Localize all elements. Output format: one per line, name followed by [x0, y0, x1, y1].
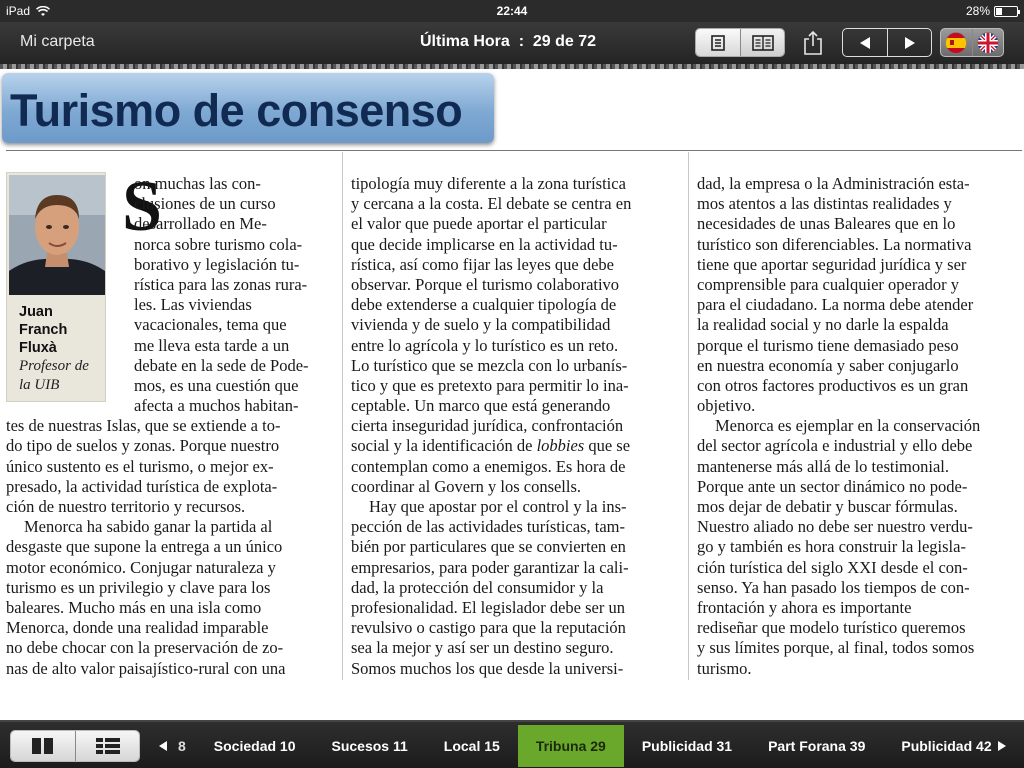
- section-tab[interactable]: 8: [178, 738, 186, 754]
- share-icon: [802, 30, 824, 56]
- next-page-icon: [904, 36, 916, 50]
- clock: 22:44: [496, 4, 528, 18]
- section-tab[interactable]: Publicidad 31: [641, 738, 733, 754]
- article-text-line: Menorca es ejemplar en la conservación: [715, 416, 981, 436]
- article-text-line: tes de nuestras Islas, que se extiende a to-: [6, 416, 281, 436]
- article-text-line: on muchas las con-: [134, 174, 261, 193]
- two-column-layout-button[interactable]: [11, 731, 75, 761]
- article-text-line: en nuestra economía y saber conjugarlo: [697, 355, 959, 375]
- section-tab[interactable]: Tribuna 29: [518, 725, 624, 767]
- author-role-line: la UIB: [19, 377, 60, 393]
- spanish-flag-icon: [945, 32, 967, 54]
- my-folder-button[interactable]: Mi carpeta: [20, 33, 95, 50]
- article-text-line: vivienda y de suelo y la compatibilidad: [351, 315, 611, 335]
- author-name-line: Juan: [19, 304, 53, 320]
- battery-fill: [996, 8, 1002, 15]
- article-text-line: turismo.: [697, 658, 752, 678]
- article-text-line: borativo y legislación tu-: [134, 254, 300, 274]
- article-text-line: go y también es hora construir la legisla-: [697, 537, 966, 557]
- article-text-line: para el ciudadano. La norma debe atender: [697, 295, 974, 315]
- section-tab[interactable]: Sucesos 11: [331, 738, 408, 754]
- article-text-line: Nuestro aliado no debe ser nuestro verdu-: [697, 517, 973, 537]
- share-button[interactable]: [800, 28, 826, 57]
- previous-page-button[interactable]: [843, 29, 887, 56]
- article-headline: Turismo de consenso: [10, 85, 463, 136]
- article-text-line: observar. Porque el turismo colaborativo: [351, 274, 620, 294]
- article-text-line: ceptable. Un marco que está generando: [351, 396, 611, 416]
- article-text-line: rediseñar que modelo turístico queremos: [697, 618, 966, 638]
- article-text-line: objetivo.: [697, 396, 756, 416]
- emphasized-word: lobbies: [536, 436, 585, 456]
- article-text-line: la realidad social y no darle la espalda: [697, 315, 949, 335]
- section-tab[interactable]: Part Forana 39: [768, 738, 866, 754]
- article-text-line: desarrollado en Me-: [134, 214, 267, 234]
- article-text-line: único sustento es el turismo, o mejor ex-: [6, 456, 274, 476]
- battery-icon: [994, 6, 1018, 17]
- article-text-line: nas de alto valor paisajístico-rural con una: [6, 658, 286, 678]
- language-selector: [940, 28, 1004, 57]
- single-page-button[interactable]: [696, 29, 740, 56]
- author-name-line: Franch: [19, 322, 68, 338]
- article-text-line: y cercana a la costa. El debate se centra en: [351, 194, 632, 214]
- page-indicator: Última Hora : 29 de 72: [420, 33, 597, 50]
- sections-scroll-right-button[interactable]: [994, 737, 1010, 755]
- article-column-1: [6, 166, 332, 679]
- article-text-line: contemplan como a enemigos. Es hora de: [351, 456, 626, 476]
- article-text-line: turístico son diferenciables. La normativa: [697, 234, 972, 254]
- article-text-line: coordinar al Govern y los consells.: [351, 476, 582, 496]
- article-text-line: mos, es una cuestión que: [134, 375, 299, 395]
- top-toolbar: [0, 22, 1024, 64]
- spanish-language-button[interactable]: [941, 29, 972, 56]
- article-text-line: el valor que puede aportar el particular: [351, 214, 607, 234]
- article-text-line: tipología muy diferente a la zona turística: [351, 174, 626, 193]
- page-navigation-control: [842, 28, 932, 57]
- article-column-3: [697, 174, 1021, 679]
- article-text-line: rística para las zonas rura-: [134, 274, 308, 294]
- section-bar: [0, 720, 1024, 768]
- article-text-line: revulsivo o castigo para que la reputación: [351, 618, 626, 638]
- layout-control: [10, 730, 140, 762]
- section-list: [178, 725, 1010, 767]
- double-page-button[interactable]: [740, 29, 784, 56]
- uk-flag-icon: [977, 32, 999, 54]
- list-layout-icon: [95, 737, 121, 755]
- article-text-line: me lleva esta tarde a un: [134, 335, 290, 355]
- single-page-icon: [711, 35, 725, 51]
- two-column-layout-icon: [31, 737, 55, 755]
- article-text-line: frontación y ahora es importante: [697, 597, 912, 617]
- article-text-line: mantenerse más allá de lo testimonial.: [697, 456, 950, 476]
- previous-article-photo-strip: [0, 64, 1024, 69]
- article-text-line: tico y que es pretexto para permitir lo ina-: [351, 375, 629, 395]
- english-language-button[interactable]: [972, 29, 1003, 56]
- article-text-line: debe extenderse a cualquier tipología de: [351, 295, 617, 315]
- article-column-2: [351, 174, 675, 679]
- device-name: iPad: [6, 4, 31, 18]
- article-text-line: comprensible para cualquier operador y: [697, 274, 960, 294]
- article-text-line: del sector agrícola e industrial y ello debe: [697, 436, 973, 456]
- article-text-line: Menorca ha sabido ganar la partida al: [24, 517, 273, 537]
- article-text-line: que decide implicarse en la actividad tu-: [351, 234, 618, 254]
- article-text-line: y sus límites porque, al final, todos somos: [697, 638, 975, 658]
- article-text-line: do tipo de suelos y zonas. Porque nuestro: [6, 436, 280, 456]
- article-text-line: afecta a muchos habitan-: [134, 396, 299, 416]
- section-tab[interactable]: Local 15: [443, 738, 500, 754]
- article-text-line: ción de nuestro territorio y recursos.: [6, 497, 246, 516]
- article-text-line: desgaste que supone la entrega a un único: [6, 537, 283, 557]
- status-bar: [0, 0, 1024, 22]
- article-text-line: Hay que apostar por el control y la ins-: [369, 497, 627, 516]
- article-text-line: mos atentos a las distintas realidades y: [697, 194, 952, 214]
- article-text-line: bién por particulares que se convierten en: [351, 537, 626, 557]
- article-text-line: clusiones de un curso: [134, 194, 276, 214]
- article-page[interactable]: [0, 64, 1024, 720]
- double-page-icon: [752, 35, 774, 51]
- article-text-line: baleares. Mucho más en una isla como: [6, 597, 262, 617]
- article-text-line: entre lo agrícola y lo turístico es un reto.: [351, 335, 619, 355]
- view-mode-control: [695, 28, 785, 57]
- article-text-line: social y la identificación de lobbies que se: [351, 436, 631, 456]
- article-text-line: empresarios, para poder garantizar la cali-: [351, 557, 629, 577]
- article-text-line: Menorca, donde una realidad imparable: [6, 618, 269, 638]
- article-text-line: motor económico. Conjugar naturaleza y: [6, 557, 276, 577]
- article-text-line: norca sobre turismo cola-: [134, 234, 303, 254]
- next-page-button[interactable]: [887, 29, 931, 56]
- column-divider: [688, 152, 689, 680]
- headline-rule: [6, 150, 1022, 151]
- battery-percent: 28%: [965, 4, 990, 18]
- article-text-line: tiene que aportar seguridad jurídica y ser: [697, 254, 967, 274]
- article-text-line: no debe chocar con la preservación de zo-: [6, 638, 284, 658]
- section-tab[interactable]: Sociedad 10: [213, 738, 296, 754]
- sections-right-arrow-icon: [997, 740, 1007, 752]
- sections-scroll-left-button[interactable]: [155, 737, 171, 755]
- article-text-line: Lo turístico que se mezcla con lo urbanís-: [351, 355, 628, 375]
- article-text-line: senso. Ya han pasado los tiempos de con-: [697, 577, 970, 597]
- article-text-line: pección de las actividades turísticas, tam-: [351, 517, 625, 537]
- article-text-line: Porque ante un sector dinámico no pode-: [697, 476, 968, 496]
- column-divider: [342, 152, 343, 680]
- article-text-line: Somos muchos los que desde la universi-: [351, 658, 624, 678]
- drop-cap: S: [122, 166, 163, 246]
- article-text-line: dad, la empresa o la Administración esta-: [697, 174, 970, 193]
- article-text-line: vacacionales, tema que: [134, 315, 287, 335]
- section-tab[interactable]: Publicidad 42: [901, 738, 992, 754]
- article-text-line: rística, así como fijar las leyes que debe: [351, 254, 614, 274]
- article-text-line: dad, la protección del consumidor y la: [351, 577, 604, 597]
- sections-left-arrow-icon: [158, 740, 168, 752]
- article-text-line: profesionalidad. El legislador debe ser un: [351, 597, 625, 617]
- article-text-line: mos dejar de debatir y buscar fórmulas.: [697, 497, 958, 516]
- author-name-line: Fluxà: [19, 340, 57, 356]
- article-text-line: con otros factores productivos es un gran: [697, 375, 969, 395]
- article-text-line: presado, la actividad turística de explota-: [6, 476, 278, 496]
- article-text-line: debate en la sede de Pode-: [134, 355, 309, 375]
- previous-page-icon: [859, 36, 871, 50]
- article-text-line: porque el turismo tiene demasiado peso: [697, 335, 959, 355]
- article-text-line: cierta inseguridad jurídica, confrontación: [351, 416, 624, 436]
- author-role-line: Profesor de: [19, 358, 89, 374]
- list-layout-button[interactable]: [75, 731, 139, 761]
- headline-banner: [2, 73, 494, 143]
- article-text-line: les. Las viviendas: [134, 295, 252, 315]
- article-text-line: sea la mejor y así ser un destino seguro.: [351, 638, 614, 658]
- article-text-line: ción turística del siglo XXI desde el con-: [697, 557, 968, 577]
- article-text-line: necesidades de unas Baleares que en lo: [697, 214, 956, 234]
- article-text-line: turismo es un privilegio y clave para los: [6, 577, 271, 597]
